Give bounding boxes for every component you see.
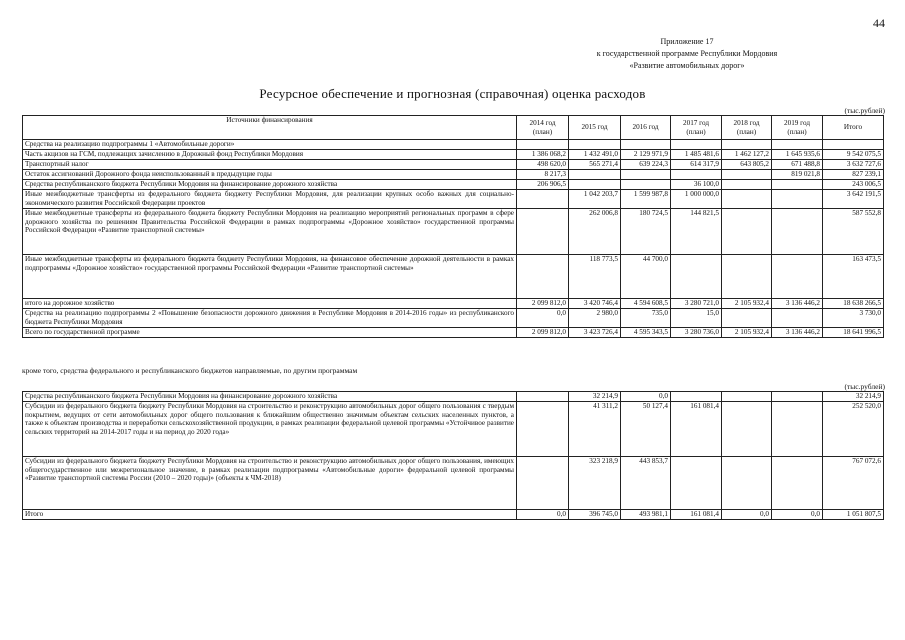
value-cell: 3 420 746,4 [569, 299, 621, 309]
value-cell [517, 255, 569, 299]
value-cell [772, 402, 823, 457]
value-cell: 498 620,0 [517, 160, 569, 170]
column-header: 2014 год (план) [517, 116, 569, 140]
value-cell [823, 140, 884, 150]
value-cell [772, 209, 823, 255]
value-cell: 1 000 000,0 [671, 190, 722, 209]
table-row [23, 160, 884, 170]
value-cell: 18 638 266,5 [823, 299, 884, 309]
page-title: Ресурсное обеспечение и прогнозная (справочная) оценка расходов [259, 86, 646, 101]
value-cell: 0,0 [722, 510, 772, 520]
value-cell: 0,0 [517, 309, 569, 328]
table-row [23, 510, 884, 520]
value-cell: 1 051 807,5 [823, 510, 884, 520]
value-cell: 32 214,9 [823, 392, 884, 402]
row-label: Всего по государственной программе [23, 328, 517, 338]
value-cell [671, 255, 722, 299]
value-cell [722, 402, 772, 457]
value-cell [621, 140, 671, 150]
value-cell: 323 218,9 [569, 457, 621, 510]
value-cell [569, 140, 621, 150]
value-cell [722, 140, 772, 150]
value-cell: 206 906,5 [517, 180, 569, 190]
table-row [23, 402, 884, 457]
value-cell: 643 805,2 [722, 160, 772, 170]
row-label: Транспортный налог [23, 160, 517, 170]
table-row [23, 309, 884, 328]
value-cell: 2 099 812,0 [517, 299, 569, 309]
value-cell: 443 853,7 [621, 457, 671, 510]
value-cell [671, 392, 722, 402]
row-label: итого на дорожное хозяйство [23, 299, 517, 309]
table-row [23, 457, 884, 510]
value-cell: 1 645 935,6 [772, 150, 823, 160]
value-cell [722, 180, 772, 190]
value-cell [722, 392, 772, 402]
value-cell: 2 105 932,4 [722, 299, 772, 309]
value-cell: 18 641 996,5 [823, 328, 884, 338]
value-cell: 614 317,9 [671, 160, 722, 170]
value-cell: 2 099 812,0 [517, 328, 569, 338]
row-label: Средства республиканского бюджета Республики Мордовия на финансирование дорожного хозяйства [23, 392, 517, 402]
value-cell [621, 180, 671, 190]
table-row [23, 255, 884, 299]
appendix-line-3: «Развитие автомобильных дорог» [629, 61, 745, 70]
value-cell [517, 140, 569, 150]
table-row [23, 209, 884, 255]
table-row [23, 392, 884, 402]
value-cell: 3 423 726,4 [569, 328, 621, 338]
value-cell: 1 485 481,6 [671, 150, 722, 160]
value-cell: 587 552,8 [823, 209, 884, 255]
table-row [23, 190, 884, 209]
value-cell [772, 180, 823, 190]
other-programs-note: кроме того, средства федерального и республиканского бюджетов направляемые, по другим программам [22, 366, 358, 375]
appendix-line-2: к государственной программе Республики Мордовия [596, 49, 778, 58]
value-cell [671, 170, 722, 180]
value-cell: 3 280 736,0 [671, 328, 722, 338]
value-cell: 2 129 971,9 [621, 150, 671, 160]
table-row [23, 328, 884, 338]
value-cell: 1 462 127,2 [722, 150, 772, 160]
value-cell [722, 457, 772, 510]
table-header-row [23, 116, 884, 140]
value-cell: 36 100,0 [671, 180, 722, 190]
value-cell [772, 457, 823, 510]
value-cell: 1 432 491,0 [569, 150, 621, 160]
value-cell: 15,0 [671, 309, 722, 328]
value-cell: 262 006,8 [569, 209, 621, 255]
row-label: Средства на реализацию подпрограммы 2 «Повышение безопасности дорожного движения в Республике Мордовия в 2014-2016 годы» из республиканского бюджета Республики Мордовия [23, 309, 517, 328]
value-cell: 9 542 075,5 [823, 150, 884, 160]
value-cell [517, 392, 569, 402]
column-header: Источники финансирования [23, 116, 517, 140]
column-header: 2018 год (план) [722, 116, 772, 140]
value-cell: 396 745,0 [569, 510, 621, 520]
value-cell: 827 239,1 [823, 170, 884, 180]
value-cell: 243 006,5 [823, 180, 884, 190]
row-label: Иные межбюджетные трансферты из федерального бюджета бюджету Республики Мордовия, на финансовое обеспечение дорожной деятельности в рамках подпрограммы «Дорожное хозяйство» государственной программы Российской Федерации «Развитие транспортной системы» [23, 255, 517, 299]
value-cell: 639 224,3 [621, 160, 671, 170]
value-cell: 819 021,8 [772, 170, 823, 180]
units-label-2: (тыс.рублей) [844, 382, 885, 391]
value-cell: 161 081,4 [671, 510, 722, 520]
value-cell: 0,0 [772, 510, 823, 520]
row-label: Субсидии из федерального бюджета бюджету Республики Мордовия на строительство и реконструкцию автомобильных дорог общего пользования с твердым покрытием, ведущих от сети автомобильных дорог общего пользования к ближайшим общественно значимым объектам сельских населенных пунктов, а также к объектам производства и переработки сельскохозяйственной продукции, в рамках реализации федеральной целевой программы «Устойчивое развитие сельских территорий на 2014-2017 годы и на период до 2020 года» [23, 402, 517, 457]
value-cell: 565 271,4 [569, 160, 621, 170]
value-cell [671, 457, 722, 510]
value-cell: 180 724,5 [621, 209, 671, 255]
value-cell: 8 217,3 [517, 170, 569, 180]
value-cell: 118 773,5 [569, 255, 621, 299]
value-cell: 3 642 191,5 [823, 190, 884, 209]
value-cell: 4 594 608,5 [621, 299, 671, 309]
value-cell [671, 140, 722, 150]
value-cell: 161 081,4 [671, 402, 722, 457]
value-cell [569, 170, 621, 180]
value-cell: 3 730,0 [823, 309, 884, 328]
value-cell: 1 386 068,2 [517, 150, 569, 160]
value-cell [722, 209, 772, 255]
value-cell [722, 170, 772, 180]
row-label: Средства на реализацию подпрограммы 1 «Автомобильные дороги» [23, 140, 517, 150]
value-cell: 2 980,0 [569, 309, 621, 328]
value-cell: 2 105 932,4 [722, 328, 772, 338]
value-cell [772, 309, 823, 328]
value-cell [772, 392, 823, 402]
value-cell: 44 700,0 [621, 255, 671, 299]
row-label: Средства республиканского бюджета Республики Мордовия на финансирование дорожного хозяйства [23, 180, 517, 190]
table-row [23, 180, 884, 190]
table-row [23, 170, 884, 180]
value-cell: 3 280 721,0 [671, 299, 722, 309]
value-cell [772, 140, 823, 150]
value-cell [772, 255, 823, 299]
value-cell: 0,0 [621, 392, 671, 402]
other-programs-table [22, 391, 884, 520]
row-label: Иные межбюджетные трансферты из федерального бюджета бюджету Республики Мордовия на реализацию мероприятий региональных программ в сфере дорожного хозяйства по решениям Правительства Российской Федерации в рамках подпрограммы «Дорожное хозяйство» государственной программы Российской Федерации «Развитие транспортной системы» [23, 209, 517, 255]
appendix-line-1: Приложение 17 [660, 37, 714, 46]
value-cell: 493 981,1 [621, 510, 671, 520]
page-number: 44 [873, 16, 885, 30]
column-header: 2015 год [569, 116, 621, 140]
value-cell: 735,0 [621, 309, 671, 328]
value-cell: 0,0 [517, 510, 569, 520]
value-cell: 1 599 987,8 [621, 190, 671, 209]
value-cell [722, 255, 772, 299]
value-cell: 3 632 727,6 [823, 160, 884, 170]
value-cell [517, 209, 569, 255]
appendix-header [557, 36, 817, 72]
value-cell: 41 311,2 [569, 402, 621, 457]
column-header: Итого [823, 116, 884, 140]
table-row [23, 150, 884, 160]
column-header: 2016 год [621, 116, 671, 140]
column-header: 2019 год (план) [772, 116, 823, 140]
value-cell: 163 473,5 [823, 255, 884, 299]
value-cell [772, 190, 823, 209]
value-cell: 252 520,0 [823, 402, 884, 457]
row-label: Субсидии из федерального бюджета бюджету Республики Мордовия на строительство и реконструкцию автомобильных дорог общего пользования, имеющих общегосударственное или межрегиональное значение, в рамках реализации подпрограммы «Автомобильные дороги» федеральной целевой программы «Развитие транспортной системы России (2010 – 2020 годы)» (объекты к ЧМ-2018) [23, 457, 517, 510]
table-row [23, 140, 884, 150]
value-cell [517, 402, 569, 457]
value-cell [517, 457, 569, 510]
value-cell: 1 042 203,7 [569, 190, 621, 209]
value-cell: 50 127,4 [621, 402, 671, 457]
value-cell: 32 214,9 [569, 392, 621, 402]
table-row [23, 299, 884, 309]
row-label: Итого [23, 510, 517, 520]
resource-table [22, 115, 884, 338]
value-cell: 767 072,6 [823, 457, 884, 510]
value-cell [722, 190, 772, 209]
column-header: 2017 год (план) [671, 116, 722, 140]
value-cell [621, 170, 671, 180]
value-cell: 3 136 446,2 [772, 299, 823, 309]
row-label: Часть акцизов на ГСМ, подлежащих зачислению в Дорожный фонд Республики Мордовия [23, 150, 517, 160]
row-label: Остаток ассигнований Дорожного фонда неиспользованный в предыдущие годы [23, 170, 517, 180]
value-cell: 4 595 343,5 [621, 328, 671, 338]
row-label: Иные межбюджетные трансферты из федерального бюджета бюджету Республики Мордовия, для реализации крупных особо важных для социально-экономического развития Российской Федерации проектов [23, 190, 517, 209]
value-cell [569, 180, 621, 190]
units-label: (тыс.рублей) [844, 106, 885, 115]
value-cell [722, 309, 772, 328]
value-cell [517, 190, 569, 209]
value-cell: 3 136 446,2 [772, 328, 823, 338]
value-cell: 671 488,8 [772, 160, 823, 170]
value-cell: 144 821,5 [671, 209, 722, 255]
